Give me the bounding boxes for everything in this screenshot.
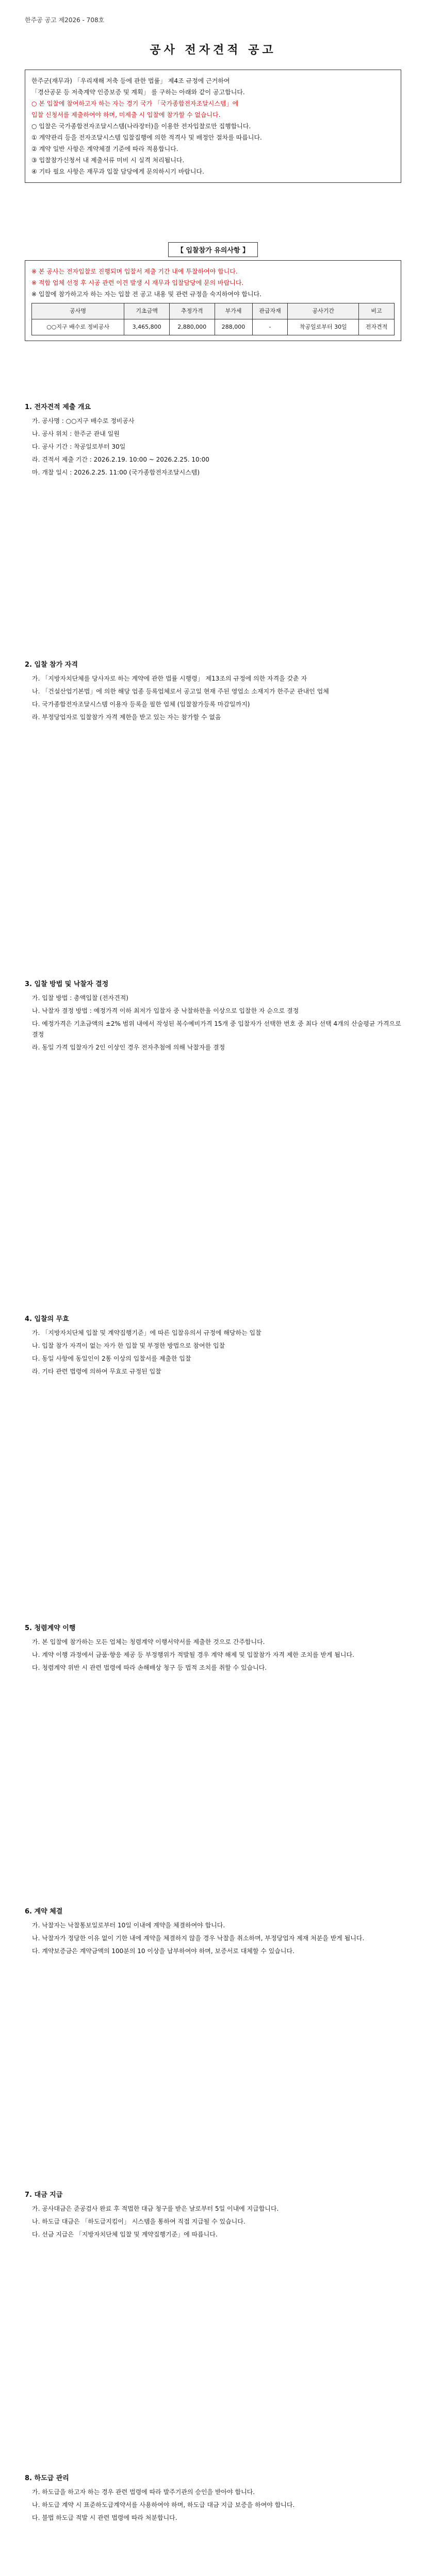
intro-box: [25, 70, 401, 183]
notice-line: ※ 입찰에 참가하고자 하는 자는 입찰 전 공고 내용 및 관련 규정을 숙지하여야 합니다.: [31, 291, 261, 298]
section-integrity: [25, 1623, 401, 1675]
table-cell: 288,000: [215, 319, 252, 335]
notice-heading-text: 【 입찰참가 유의사항 】: [168, 242, 258, 257]
section-heading: 6. 계약 체결: [25, 1908, 63, 1916]
section-line: 나. 입찰 참가 자격이 없는 자가 한 입찰 및 부정한 방법으로 참여한 입찰: [32, 1342, 225, 1349]
table-header: 추정가격: [169, 303, 215, 319]
notice-line: ※ 본 공사는 전자입찰로 진행되며 입찰서 제출 기간 내에 투찰하여야 합니다.: [31, 268, 238, 275]
table-cell: -: [252, 319, 288, 335]
section-heading: 7. 대금 지급: [25, 2191, 63, 2199]
section-line: 다. 국가종합전자조달시스템 이용자 등록을 필한 업체 (입찰참가등록 마감일까지): [32, 701, 250, 708]
section-line: 다. 공사 기간 : 착공일로부터 30일: [32, 443, 126, 450]
section-line: 가. 공사대금은 준공검사 완료 후 적법한 대금 청구를 받은 날로부터 5일 이내에 지급합니다.: [32, 2205, 279, 2212]
intro-line: ④ 기타 필요 사항은 재무과 입찰 담당에게 문의하시기 바랍니다.: [31, 168, 204, 175]
section-subcontract: [25, 2473, 401, 2526]
section-line: 라. 기타 관련 법령에 의하여 무효로 규정된 입찰: [32, 1368, 161, 1375]
section-line: 나. 공사 위치 : 한주군 관내 일원: [32, 430, 120, 437]
table-header-row: [32, 303, 395, 319]
intro-line: 「경산공문 등 저축계약 인증보증 및 계획」 를 구하는 아래와 같이 공고합니다.: [31, 89, 245, 96]
table-cell: 3,465,800: [124, 319, 170, 335]
intro-line: ③ 입찰참가신청서 내 제출서류 미비 시 실격 처리됩니다.: [31, 157, 185, 164]
section-invalid-bids: [25, 1314, 401, 1379]
intro-line: ○ 본 입찰에 참여하고자 하는 자는 경기 국가 「국가종합전자조달시스템」에: [31, 100, 239, 107]
section-line: 라. 견적서 제출 기간 : 2026.2.19. 10:00 ~ 2026.2.25. 10:00: [32, 456, 209, 463]
section-line: 다. 계약보증금은 계약금액의 100분의 10 이상을 납부하여야 하며, 보증서로 대체할 수 있습니다.: [32, 1947, 294, 1955]
table-header: 공사기간: [288, 303, 359, 319]
table-header: 부가세: [215, 303, 252, 319]
table-header: 공사명: [32, 303, 124, 319]
section-line: 가. 입찰 방법 : 총액입찰 (전자견적): [32, 994, 128, 1002]
notice-line: ※ 적합 업체 선정 후 시공 관련 이견 발생 시 재무과 입찰담당에 문의 바랍니다.: [31, 279, 244, 286]
table-header: 기초금액: [124, 303, 170, 319]
intro-line: ② 계약 일반 사항은 계약체결 기준에 따라 적용합니다.: [31, 145, 178, 152]
section-heading: 2. 입찰 참가 자격: [25, 661, 78, 669]
table-cell: 2,880,000: [169, 319, 215, 335]
intro-line: 한주군(재무과) 「우리재해 저축 등에 관한 법률」 제4조 규정에 근거하여: [31, 77, 230, 84]
table-row: [32, 319, 395, 335]
intro-line: ○ 입찰은 국가종합전자조달시스템(나라장터)을 이용한 전자입찰로만 집행합니다.: [31, 123, 251, 130]
section-line: 다. 불법 하도급 적발 시 관련 법령에 따라 처분합니다.: [32, 2514, 177, 2521]
section-line: 나. 하도급 계약 시 표준하도급계약서를 사용하여야 하며, 하도급 대금 지급 보증을 하여야 합니다.: [32, 2501, 295, 2509]
document-number: 한주공 공고 제2026 - 708호: [25, 16, 105, 24]
section-heading: 5. 청렴계약 이행: [25, 1624, 76, 1632]
section-line: 다. 청렴계약 위반 시 관련 법령에 따라 손해배상 청구 등 법적 조치를 취할 수 있습니다.: [32, 1664, 267, 1671]
section-heading: 1. 전자견적 제출 개요: [25, 403, 91, 411]
table-cell: 전자견적: [359, 319, 395, 335]
section-line: 다. 선금 지급은 「지방자치단체 입찰 및 계약집행기준」에 따릅니다.: [32, 2231, 218, 2238]
section-overview: [25, 402, 401, 480]
section-line: 마. 개찰 일시 : 2026.2.25. 11:00 (국가종합전자조달시스템): [32, 469, 200, 476]
section-line: 다. 예정가격은 기초금액의 ±2% 범위 내에서 작성된 복수예비가격 15개 중 입찰자가 선택한 번호 중 최다 선택 4개의 산술평균 가격으로 결정: [32, 1020, 401, 1038]
section-line: 라. 부정당업자로 입찰참가 자격 제한을 받고 있는 자는 참가할 수 없음: [32, 714, 221, 721]
section-heading: 3. 입찰 방법 및 낙찰자 결정: [25, 980, 109, 988]
intro-line: ① 계약관리 등을 전자조달시스템 입찰집행에 의한 적격사 및 배정안 절차를 따릅니다.: [31, 134, 262, 141]
section-line: 가. 낙찰자는 낙찰통보일로부터 10일 이내에 계약을 체결하여야 합니다.: [32, 1922, 225, 1929]
section-line: 나. 낙찰자 결정 방법 : 예정가격 이하 최저가 입찰자 중 낙찰하한율 이상으로 입찰한 자 순으로 결정: [32, 1007, 299, 1014]
section-payment: [25, 2190, 401, 2242]
section-contract: [25, 1906, 401, 1959]
section-eligibility: [25, 659, 401, 725]
table-cell: ○○지구 배수로 정비공사: [32, 319, 124, 335]
table-header: 관급자재: [252, 303, 288, 319]
table-header: 비고: [359, 303, 395, 319]
section-line: 가. 하도급을 하고자 하는 경우 관련 법령에 따라 발주기관의 승인을 받아야 합니다.: [32, 2488, 255, 2496]
notice-heading: [0, 242, 426, 257]
section-line: 가. 본 입찰에 참가하는 모든 업체는 청렴계약 이행서약서를 제출한 것으로 간주합니다.: [32, 1638, 265, 1646]
section-line: 나. 「건설산업기본법」에 의한 해당 업종 등록업체로서 공고일 현재 주된 영업소 소재지가 한주군 관내인 업체: [32, 688, 329, 695]
section-line: 나. 낙찰자가 정당한 이유 없이 기한 내에 계약을 체결하지 않을 경우 낙찰을 취소하며, 부정당업자 제재 처분을 받게 됩니다.: [32, 1935, 365, 1942]
intro-line: 입찰 신청서를 제출하여야 하며, 미제출 시 입찰에 참가할 수 없습니다.: [31, 111, 221, 118]
section-line: 가. 「지방자치단체 입찰 및 계약집행기준」에 따른 입찰유의서 규정에 해당하는 입찰: [32, 1329, 261, 1336]
table-cell: 착공일로부터 30일: [288, 319, 359, 335]
page-title: 공사 전자견적 공고: [150, 44, 276, 57]
section-bidding-method: [25, 979, 401, 1055]
section-line: 다. 동일 사항에 동일인이 2통 이상의 입찰서를 제출한 입찰: [32, 1355, 191, 1362]
section-line: 나. 하도급 대금은 「하도급지킴이」 시스템을 통하여 직접 지급될 수 있습니다.: [32, 2218, 245, 2225]
section-line: 가. 「지방자치단체를 당사자로 하는 계약에 관한 법률 시행령」 제13조의 규정에 의한 자격을 갖춘 자: [32, 675, 307, 682]
section-heading: 8. 하도급 관리: [25, 2475, 69, 2482]
section-line: 나. 계약 이행 과정에서 금품·향응 제공 등 부정행위가 적발될 경우 계약 해제 및 입찰참가 자격 제한 조치를 받게 됩니다.: [32, 1651, 354, 1658]
section-line: 라. 동일 가격 입찰자가 2인 이상인 경우 전자추첨에 의해 낙찰자를 결정: [32, 1044, 225, 1051]
section-heading: 4. 입찰의 무효: [25, 1315, 69, 1323]
section-line: 가. 공사명 : ○○지구 배수로 정비공사: [32, 417, 135, 425]
notice-box: [25, 260, 401, 341]
overview-table: [31, 303, 395, 335]
